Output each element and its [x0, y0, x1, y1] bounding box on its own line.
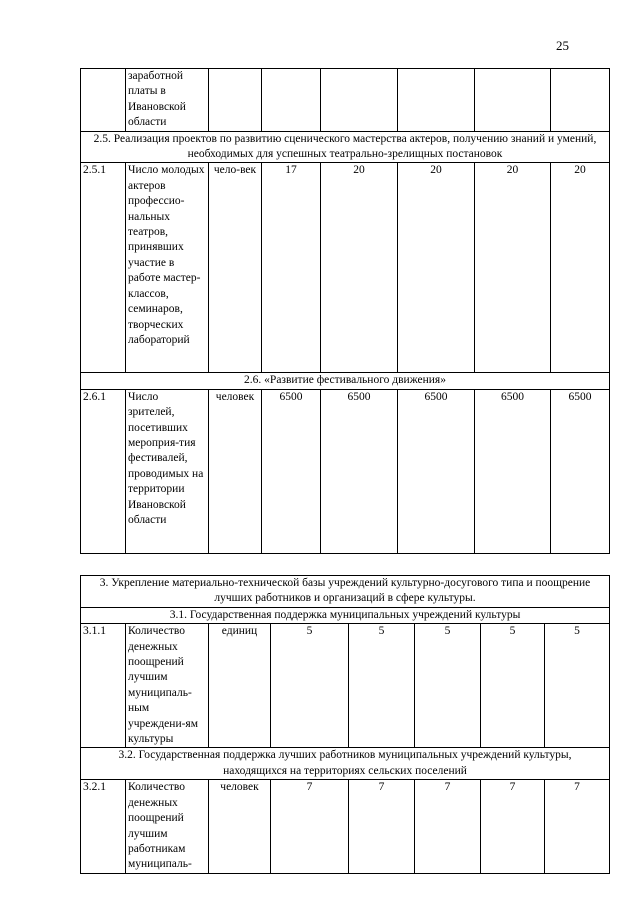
indicator-cell: Число зрителей, посетивших мероприя-тия фестивалей, проводимых на территории Ивановской области: [126, 389, 209, 553]
row-code: 2.5.1: [81, 163, 126, 373]
value-cell: 6500: [262, 389, 321, 553]
section-title-3: 3. Укрепление материально-технической базы учреждений культурно-досугового типа и поощрение лучших работников и организаций в сфере культуры.: [81, 576, 610, 608]
indicator-cell: Количество денежных поощрений лучшим работникам муниципаль-: [126, 780, 209, 873]
table-row: [81, 163, 610, 373]
value-cell: 6500: [551, 389, 610, 553]
value-cell: 20: [475, 163, 551, 373]
value-cell: 6500: [475, 389, 551, 553]
value-cell: 5: [415, 624, 481, 748]
table-row: [81, 780, 610, 873]
value-cell: 20: [321, 163, 398, 373]
row-code: 3.1.1: [81, 624, 126, 748]
indicator-cell: Число молодых актеров профессио-нальных театров, принявших участие в работе мастер-классов, семинаров, творческих лабораторий: [126, 163, 209, 373]
unit-cell: человек: [209, 389, 262, 553]
value-cell: 7: [415, 780, 481, 873]
section-title-3-2: 3.2. Государственная поддержка лучших работников муниципальных учреждений культуры, находящихся на территориях сельских поселений: [81, 748, 610, 780]
value-cell: 5: [349, 624, 415, 748]
section-header-row: [81, 576, 610, 608]
value-cell: 20: [551, 163, 610, 373]
value-cell: 7: [271, 780, 349, 873]
section-header-row: [81, 131, 610, 163]
value-cell: 5: [545, 624, 610, 748]
section-title-3-1: 3.1. Государственная поддержка муниципальных учреждений культуры: [81, 607, 610, 623]
table-row: [81, 389, 610, 553]
table-row: [81, 624, 610, 748]
unit-cell: чело-век: [209, 163, 262, 373]
section-header-row: [81, 748, 610, 780]
indicator-cell: заработной платы в Ивановской области: [126, 69, 209, 132]
continued-row: [81, 69, 610, 132]
section-header-row: [81, 607, 610, 623]
value-cell: 7: [349, 780, 415, 873]
indicators-table-part-1: [80, 68, 610, 554]
section-title-2-5: 2.5. Реализация проектов по развитию сценического мастерства актеров, получению знаний и умений, необходимых для успешных театрально-зрелищных постановок: [81, 131, 610, 163]
value-cell: 20: [398, 163, 475, 373]
row-code: 3.2.1: [81, 780, 126, 873]
unit-cell: единиц: [209, 624, 271, 748]
value-cell: 6500: [398, 389, 475, 553]
page-number: 25: [556, 38, 569, 53]
unit-cell: человек: [209, 780, 271, 873]
section-header-row: [81, 373, 610, 389]
indicators-table-part-2: [80, 575, 610, 874]
value-cell: 5: [271, 624, 349, 748]
section-title-2-6: 2.6. «Развитие фестивального движения»: [81, 373, 610, 389]
row-code: 2.6.1: [81, 389, 126, 553]
value-cell: 17: [262, 163, 321, 373]
value-cell: 6500: [321, 389, 398, 553]
value-cell: 5: [481, 624, 545, 748]
value-cell: 7: [481, 780, 545, 873]
value-cell: 7: [545, 780, 610, 873]
indicator-cell: Количество денежных поощрений лучшим муниципаль-ным учреждени-ям культуры: [126, 624, 209, 748]
